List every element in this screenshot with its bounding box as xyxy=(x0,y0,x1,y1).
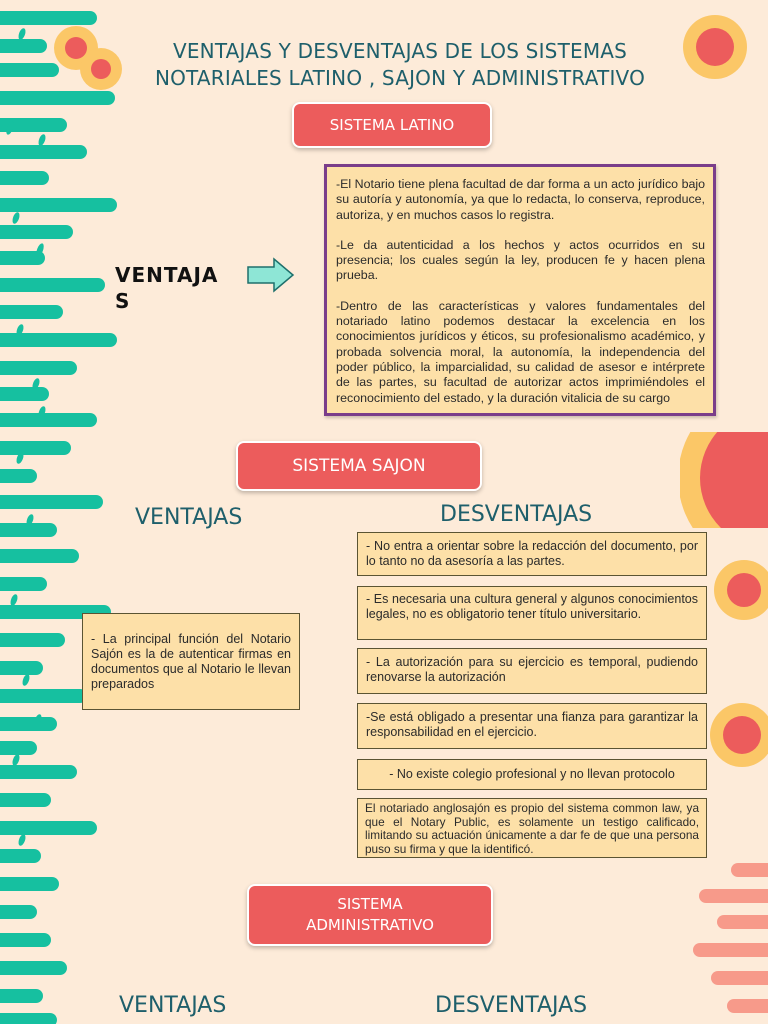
page-title-line-1: VENTAJAS Y DESVENTAJAS DE LOS SISTEMAS xyxy=(172,39,628,63)
latino-paragraph-1: -El Notario tiene plena facultad de dar forma a un acto jurídico bajo su autoría y autonomía, ya que lo redacta, lo conserva, reproduce, autoriza, y en muchos casos lo registra. xyxy=(336,177,705,222)
latino-ventajas-box xyxy=(324,164,716,416)
sajon-desventaja-5: - No existe colegio profesional y no llevan protocolo xyxy=(357,759,707,790)
sajon-ventaja-box: - La principal función del Notario Sajón es la de autenticar firmas en documentos que al Notario le llevan preparados xyxy=(82,613,300,710)
latino-paragraph-2: -Le da autenticidad a los hechos y actos ocurridos en su presencia; los cuales según la ley, producen fe y hacen plena prueba. xyxy=(336,237,705,283)
administrativo-ventajas-heading: VENTAJAS xyxy=(119,993,227,1018)
circle-decoration-right-1 xyxy=(712,558,768,622)
half-circle-decoration-right xyxy=(680,432,768,528)
sajon-ventajas-heading: VENTAJAS xyxy=(135,505,243,530)
latino-paragraph-3: -Dentro de las características y valores fundamentales del notariado latino podemos destacar la excelencia en los conocimientos jurídicos y éticos, su profesionalismo académico, y probada solvencia moral, la autonomía, la independencia del poder público, la imparcialidad, su calidad de asesor e intérprete de las partes, su facultad de autorizar actos imprimiéndoles el reconocimiento del estado, y la duración vitalicia de su cargo xyxy=(336,298,705,405)
salmon-streaks-decoration xyxy=(690,860,768,1024)
sajon-desventaja-6: El notariado anglosajón es propio del sistema common law, ya que el Notary Public, es solamente un testigo calificado, limitando su actuación únicamente a dar fe de que una persona puso su firma y que la identificó. xyxy=(357,798,707,858)
sajon-desventaja-2: - Es necesaria una cultura general y algunos conocimientos legales, no es obligatorio tener título universitario. xyxy=(357,586,707,640)
sistema-administrativo-label-line-1: SISTEMA xyxy=(337,895,403,913)
circle-decoration-right-2 xyxy=(708,702,768,768)
sajon-desventaja-1: - No entra a orientar sobre la redacción del documento, por lo tanto no da asesoría a las partes. xyxy=(357,532,707,576)
sistema-sajon-label: SISTEMA SAJON xyxy=(236,441,482,491)
sajon-desventaja-3: - La autorización para su ejercicio es temporal, pudiendo renovarse la autorización xyxy=(357,648,707,694)
page-title-line-2: NOTARIALES LATINO , SAJON Y ADMINISTRATIVO xyxy=(154,66,646,90)
sistema-administrativo-label-line-2: ADMINISTRATIVO xyxy=(306,916,434,934)
latino-ventajas-label xyxy=(115,262,225,314)
latino-ventajas-label-line-1: VENTAJA xyxy=(115,263,219,287)
sistema-administrativo-label xyxy=(247,884,493,946)
sajon-desventajas-heading: DESVENTAJAS xyxy=(440,502,593,527)
administrativo-desventajas-heading: DESVENTAJAS xyxy=(435,993,588,1018)
right-arrow-icon xyxy=(246,256,296,294)
page-title xyxy=(100,38,700,92)
teal-streaks-decoration xyxy=(0,0,130,1024)
latino-ventajas-label-line-2: S xyxy=(115,289,131,313)
sajon-desventaja-4: -Se está obligado a presentar una fianza para garantizar la responsabilidad en el ejercicio. xyxy=(357,703,707,749)
sistema-latino-label: SISTEMA LATINO xyxy=(292,102,492,148)
